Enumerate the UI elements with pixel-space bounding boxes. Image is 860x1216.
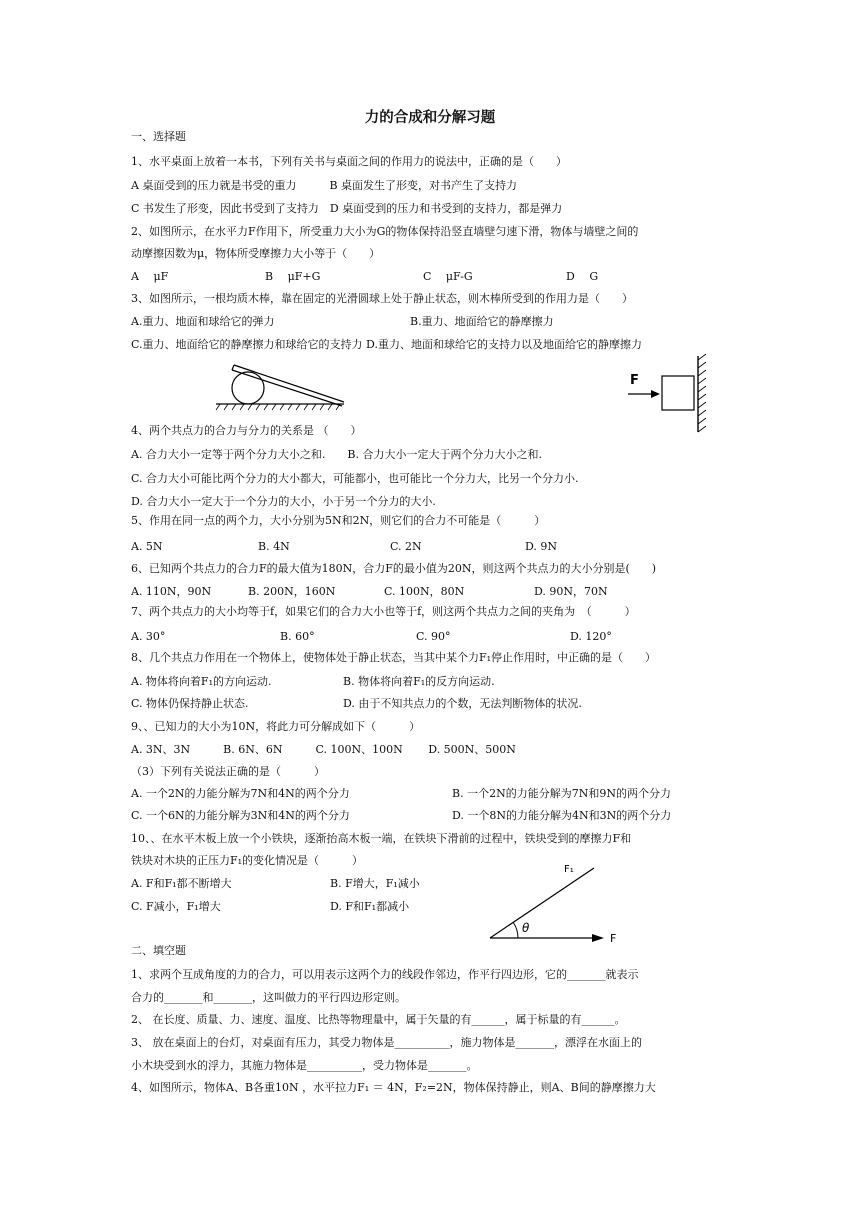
q9b-option-c: C. 一个6N的力能分解为3N和4N的两个分力 [131, 809, 350, 822]
q7-option-c: C. 90° [416, 630, 451, 643]
q5-option-c: C. 2N [390, 540, 422, 553]
q9b-option-d: D. 一个8N的力能分解为4N和3N的两个分力 [452, 809, 672, 822]
q2-stem-line1: 2、如图所示，在水平力F作用下，所受重力大小为G的物体保持沿竖直墙壁匀速下滑，物体与墙壁之间的 [131, 225, 639, 238]
q3-options-cd: C.重力、地面给它的静摩擦力和球给它的支持力 D.重力、地面和球给它的支持力以及地面给它的静摩擦力 [131, 338, 642, 351]
block-against-wall-figure [622, 354, 722, 434]
q4-stem: 4、两个共点力的合力与分力的关系是 （ ） [131, 424, 362, 437]
q10-stem-line1: 10、、在水平木板上放一个小铁块，逐渐抬高木板一端，在铁块下滑前的过程中，铁块受到的摩擦力F和 [131, 832, 632, 845]
theta-label: θ [522, 921, 530, 935]
q7-option-d: D. 120° [570, 630, 612, 643]
q1-stem: 1、水平桌面上放着一本书，下列有关书与桌面之间的作用力的说法中，正确的是（ ） [131, 155, 567, 168]
q7-option-b: B. 60° [280, 630, 315, 643]
force-angle-figure [482, 858, 622, 948]
rod-on-sphere-figure [212, 358, 352, 414]
q8-option-d: D. 由于不知共点力的个数，无法判断物体的状况. [343, 697, 582, 710]
q2-option-a: A μF [131, 270, 169, 283]
q8-stem: 8、几个共点力作用在一个物体上，使物体处于静止状态，当其中某个力F₁停止作用时，中正确的是（ ） [131, 651, 657, 664]
q7-option-a: A. 30° [131, 630, 166, 643]
f-label: F [610, 932, 617, 945]
q2-option-d: D G [566, 270, 599, 283]
f3-line2: 小木块受到水的浮力，其施力物体是__________，受力物体是_______。 [131, 1059, 478, 1072]
q2-option-c: C μF-G [423, 270, 473, 283]
q3-option-a: A.重力、地面和球给它的弹力 [131, 315, 275, 328]
q6-option-d: D. 90N，70N [534, 585, 608, 598]
q10-stem-line2: 铁块对木块的正压力F₁的变化情况是（ ） [131, 854, 364, 867]
q3-stem: 3、如图所示，一根均质木棒，靠在固定的光滑圆球上处于静止状态，则木棒所受到的作用力是（ ） [131, 292, 633, 305]
q8-option-b: B. 物体将向着F₁的反方向运动. [343, 675, 495, 688]
q10-option-c: C. F减小，F₁增大 [131, 900, 221, 913]
q9b-option-b: B. 一个2N的力能分解为7N和9N的两个分力 [452, 787, 671, 800]
q2-option-b: B μF+G [265, 270, 321, 283]
q8-option-c: C. 物体仍保持静止状态. [131, 697, 249, 710]
f2-line: 2、 在长度、质量、力、速度、温度、比热等物理量中，属于矢量的有______，属于标量的有______。 [131, 1013, 626, 1026]
f3-line1: 3、 放在桌面上的台灯，对桌面有压力，其受力物体是__________，施力物体是_______，漂浮在水面上的 [131, 1036, 642, 1049]
q4-option-d: D. 合力大小一定大于一个分力的大小，小于另一个分力的大小. [131, 495, 436, 508]
q1-options-ab: A 桌面受到的压力就是书受的重力 B 桌面发生了形变，对书产生了支持力 [131, 179, 518, 192]
q10-option-a: A. F和F₁都不断增大 [131, 877, 232, 890]
q6-option-b: B. 200N，160N [248, 585, 336, 598]
q8-option-a: A. 物体将向着F₁的方向运动. [131, 675, 272, 688]
q9-stem: 9、、已知力的大小为10N，将此力可分解成如下（ ） [131, 720, 421, 733]
q5-option-b: B. 4N [258, 540, 290, 553]
f1-line2: 合力的_______和_______，这叫做力的平行四边形定则。 [131, 991, 406, 1004]
q1-options-cd: C 书发生了形变，因此书受到了支持力 D 桌面受到的压力和书受到的支持力，都是弹力 [131, 202, 563, 215]
q2-stem-line2: 动摩擦因数为μ，物体所受摩擦力大小等于（ ） [131, 247, 381, 260]
q9b-option-a: A. 一个2N的力能分解为7N和4N的两个分力 [131, 787, 350, 800]
q6-stem: 6、已知两个共点力的合力F的最大值为180N，合力F的最小值为20N，则这两个共点力的大小分别是( ) [131, 562, 657, 575]
q9b-stem: （3）下列有关说法正确的是（ ） [131, 765, 325, 778]
q6-option-c: C. 100N，80N [384, 585, 465, 598]
f1-label: F₁ [564, 864, 574, 875]
f1-line1: 1、求两个互成角度的力的合力，可以用表示这两个力的线段作邻边，作平行四边形，它的_______就表示 [131, 968, 639, 981]
page-title: 力的合成和分解习题 [364, 110, 496, 126]
q4-options-ab: A. 合力大小一定等于两个分力大小之和. B. 合力大小一定大于两个分力大小之和. [131, 448, 543, 461]
f4-line: 4、如图所示，物体A、B各重10N ，水平拉力F₁ ＝ 4N，F₂=2N，物体保持静止，则A、B间的静摩擦力大 [131, 1081, 656, 1094]
q9-options: A. 3N、3N B. 6N、6N C. 100N、100N D. 500N、500N [131, 743, 516, 756]
q10-option-d: D. F和F₁都减小 [330, 900, 410, 913]
q7-stem: 7、两个共点力的大小均等于f，如果它们的合力大小也等于f，则这两个共点力之间的夹角为 （ ） [131, 605, 636, 618]
section-fill-heading: 二、填空题 [131, 944, 186, 957]
q5-option-d: D. 9N [525, 540, 558, 553]
q10-option-b: B. F增大，F₁减小 [330, 877, 420, 890]
force-f-label: F [630, 373, 639, 388]
q5-stem: 5、作用在同一点的两个力，大小分别为5N和2N，则它们的合力不可能是（ ） [131, 514, 546, 527]
section-choice-heading: 一、选择题 [131, 130, 186, 143]
q5-option-a: A. 5N [131, 540, 163, 553]
q3-option-b: B.重力、地面给它的静摩擦力 [410, 315, 554, 328]
q4-option-c: C. 合力大小可能比两个分力的大小都大，可能都小，也可能比一个分力大，比另一个分力小. [131, 472, 579, 485]
q6-option-a: A. 110N，90N [131, 585, 212, 598]
